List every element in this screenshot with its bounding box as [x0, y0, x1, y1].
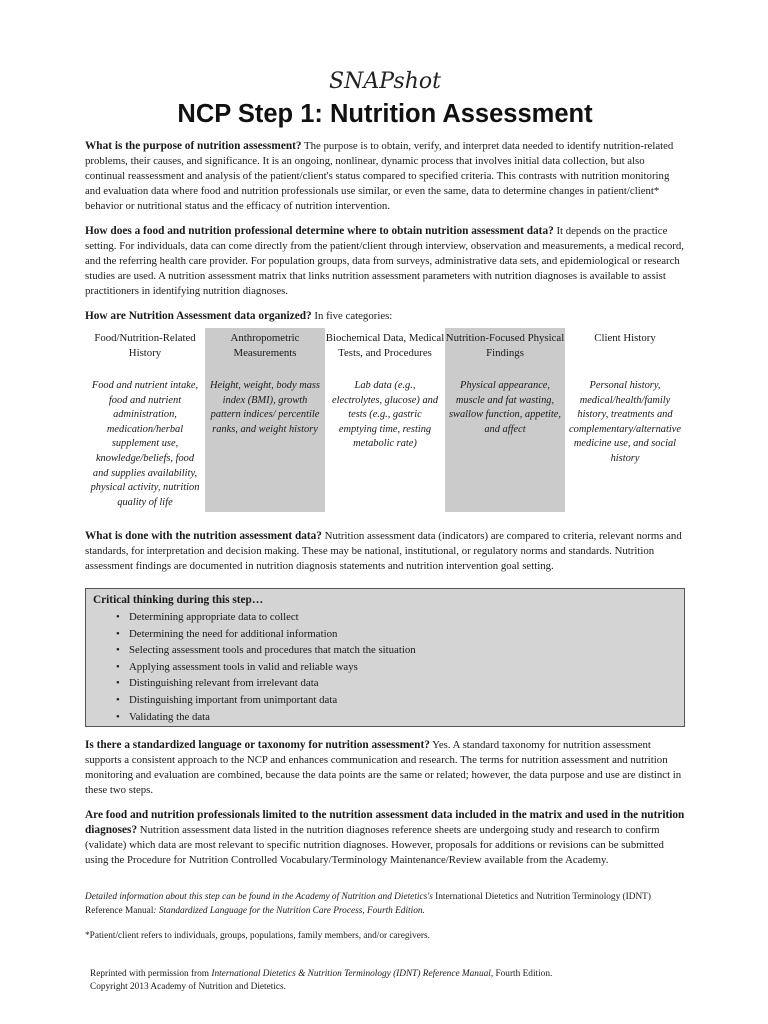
bullet-icon: • [116, 677, 120, 690]
list-item: • Distinguishing important from unimportant data [116, 692, 416, 709]
category-food-nutrition-history [85, 328, 205, 512]
list-item: • Distinguishing relevant from irrelevant data [116, 675, 416, 692]
reprint-line: Reprinted with permission from International Dietetics & Nutrition Terminology (IDNT) Reference Manual, Fourth Edition. [90, 969, 553, 979]
category-description: Personal history, medical/health/family history, treatments and complementary/alternative medicine use, and social history [569, 380, 681, 464]
done-answer: Nutrition assessment data (indicators) are compared to criteria, relevant norms and standards, for interpretation and decision making. These may be national, institutional, or regulatory norms and standards. Nutrition assessment findings are documented in nutrition diagnosis statements and nutrition intervention goal setting. [85, 530, 682, 572]
taxonomy-question: Is there a standardized language or taxonomy for nutrition assessment? [85, 739, 430, 751]
critical-thinking-title: Critical thinking during this step… [93, 594, 264, 606]
bullet-icon: • [116, 611, 120, 623]
footnote: *Patient/client refers to individuals, groups, populations, family members, and/or caregivers. [85, 931, 430, 941]
category-physical-findings [445, 328, 565, 512]
organized-paragraph [85, 309, 685, 324]
critical-thinking-box [85, 588, 685, 727]
category-heading: Anthropometric Measurements [230, 332, 300, 359]
list-item: • Determining the need for additional information [116, 626, 416, 643]
copyright-line: Copyright 2013 Academy of Nutrition and Dietetics. [90, 982, 286, 992]
list-item: • Determining appropriate data to collect [116, 609, 416, 626]
data-source-answer: It depends on the practice setting. For individuals, data can come directly from the patient/client through interview, observation and measurements, a medical record, and the referring health care provider. For population groups, data from surveys, administrative data sets, and epidemiological or research studies are used. A nutrition assessment matrix that links nutrition assessment parameters with nutrition diagnoses is available to assist practitioners in identifying nutrition diagnoses. [85, 225, 684, 297]
done-question: What is done with the nutrition assessment data? [85, 530, 322, 542]
category-heading: Food/Nutrition-Related History [94, 332, 196, 359]
data-source-question: How does a food and nutrition professional determine where to obtain nutrition assessment data? [85, 225, 554, 237]
category-anthropometric [205, 328, 325, 512]
list-item: • Validating the data [116, 709, 416, 726]
critical-thinking-list [116, 609, 416, 725]
limited-answer: Nutrition assessment data listed in the nutrition diagnoses reference sheets are undergoing study and research to confirm (validate) which data are most relevant to specific nutrition diagnoses. However, proposals for additions or revisions can be submitted using the Procedure for Nutrition Controlled Vocabulary/Terminology Maintenance/Review available from the Academy. [85, 824, 664, 866]
category-description: Food and nutrient intake, food and nutrient administration, medication/herbal supplement use, knowledge/beliefs, food and supplies availability, physical activity, nutrition quality of life [90, 380, 200, 508]
bullet-icon: • [116, 660, 120, 673]
data-source-paragraph [85, 224, 685, 299]
category-heading: Biochemical Data, Medical Tests, and Procedures [325, 332, 445, 359]
category-description: Height, weight, body mass index (BMI), growth pattern indices/ percentile ranks, and weight history [210, 380, 320, 435]
category-heading: Client History [594, 332, 656, 344]
purpose-answer: The purpose is to obtain, verify, and interpret data needed to identify nutrition-related problems, their causes, and significance. It is an ongoing, nonlinear, dynamic process that involves initial data collection, but also continual reassessment and analysis of the patient/client's status compared to specified criteria. This contrasts with nutrition monitoring and evaluation data where food and nutrition professionals use similar, or even the same, data to determine changes in patient/client* behavior or nutritional status and the efficacy of nutrition intervention. [85, 140, 674, 212]
category-description: Physical appearance, muscle and fat wasting, swallow function, appetite, and affect [449, 380, 561, 435]
page-title: NCP Step 1: Nutrition Assessment [177, 100, 593, 128]
list-item: • Selecting assessment tools and procedures that match the situation [116, 642, 416, 659]
organized-question: How are Nutrition Assessment data organized? [85, 310, 312, 322]
organized-answer: In five categories: [311, 310, 393, 322]
bullet-icon: • [116, 693, 120, 706]
bullet-icon: • [116, 627, 120, 640]
limited-question: Are food and nutrition professionals limited to the nutrition assessment data included in the matrix and used in the nutrition diagnoses? [85, 809, 685, 836]
category-description: Lab data (e.g., electrolytes, glucose) and tests (e.g., gastric emptying time, resting metabolic rate) [331, 380, 439, 450]
detail-note: Detailed information about this step can be found in the Academy of Nutrition and Dietetics's International Dietetics and Nutrition Terminology (IDNT) Reference Manual: Standardized Language for the Nutrition Care Process, Fourth Edition. [85, 892, 651, 916]
category-heading: Nutrition-Focused Physical Findings [445, 332, 565, 359]
done-paragraph [85, 529, 685, 574]
taxonomy-answer: Yes. A standard taxonomy for nutrition assessment supports a consistent approach to the NCP and enhances communication and research. The terms for nutrition assessment and nutrition monitoring and evaluation are combined, because the data points are the same or related; however, the data purpose and use are distinct in these two steps. [85, 739, 682, 796]
copyright-footer [90, 968, 690, 994]
taxonomy-paragraph [85, 738, 685, 798]
limited-paragraph [85, 808, 685, 868]
category-client-history [565, 328, 685, 512]
purpose-question: What is the purpose of nutrition assessment? [85, 140, 302, 152]
bullet-icon: • [116, 710, 120, 723]
snapshot-wordmark: SNAPshot [329, 69, 441, 94]
purpose-paragraph [85, 139, 685, 214]
assessment-categories-table [85, 328, 685, 512]
bullet-icon: • [116, 644, 120, 657]
list-item: • Applying assessment tools in valid and reliable ways [116, 659, 416, 676]
category-biochemical [325, 328, 445, 512]
